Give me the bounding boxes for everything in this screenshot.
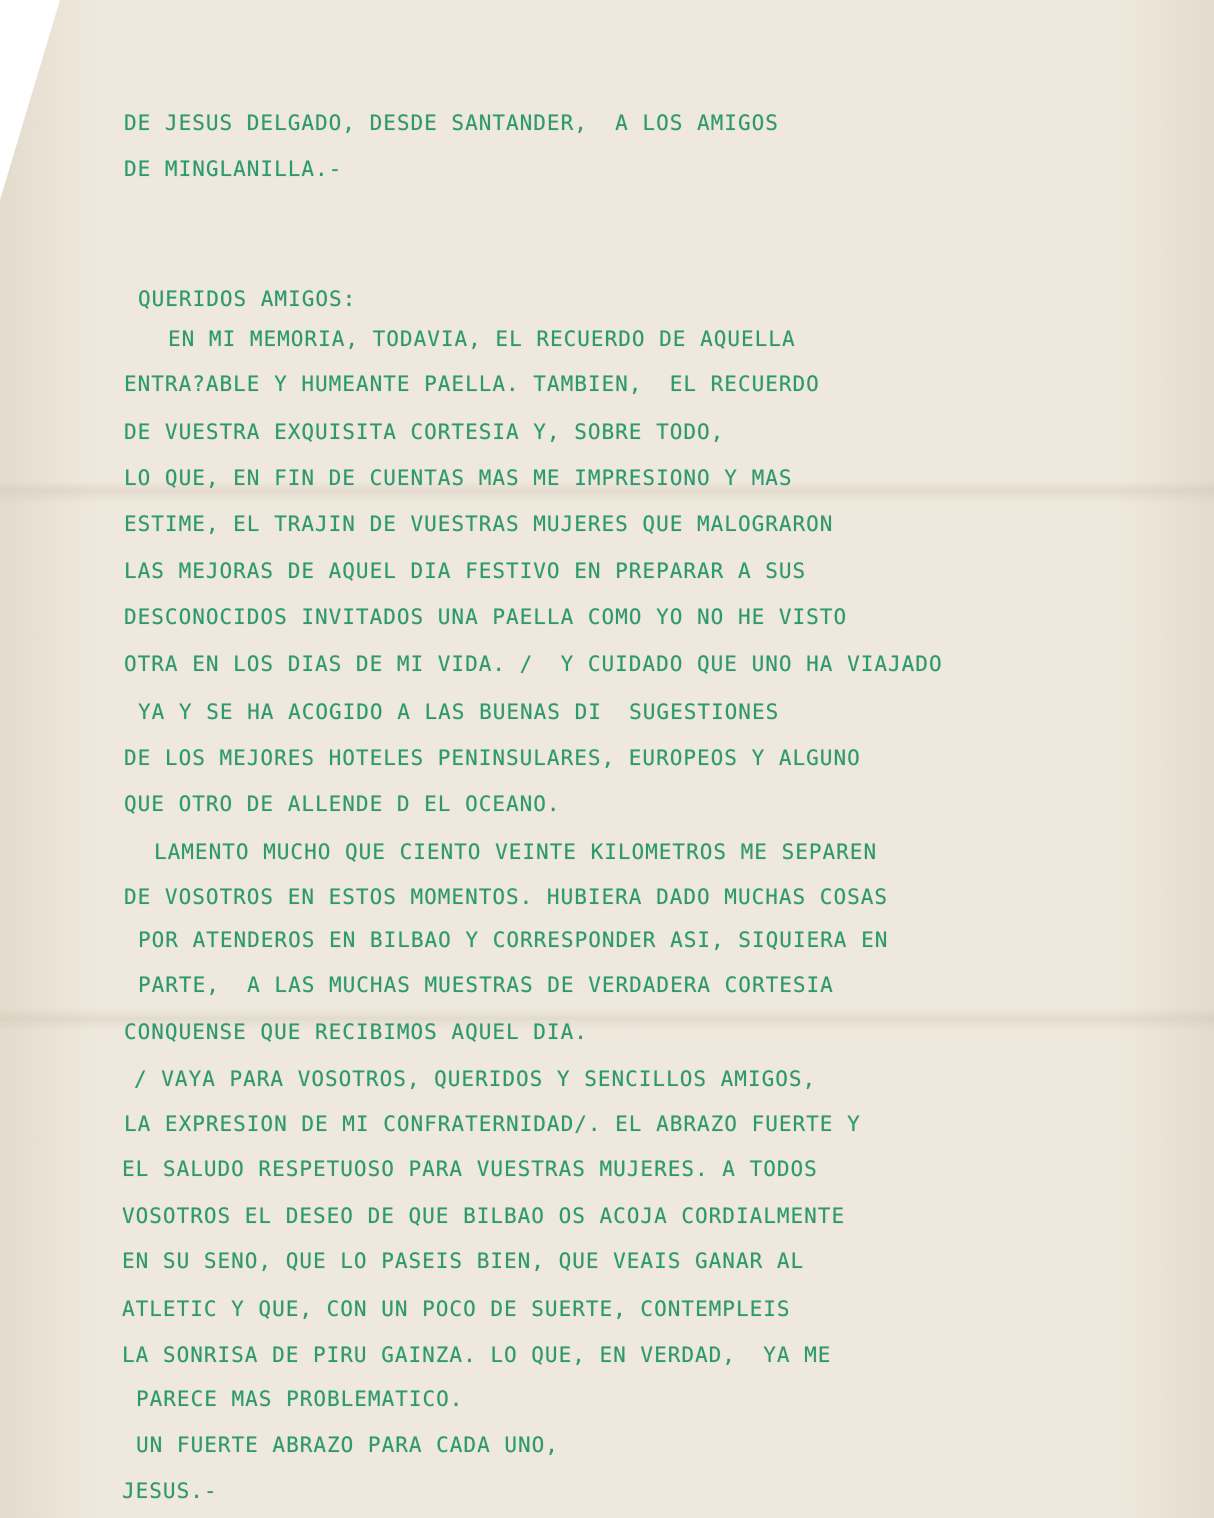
body-line: QUE OTRO DE ALLENDE D EL OCEANO.	[124, 792, 561, 816]
body-line: ENTRA?ABLE Y HUMEANTE PAELLA. TAMBIEN, EL RECUERDO	[124, 372, 820, 396]
body-line: DE VUESTRA EXQUISITA CORTESIA Y, SOBRE TODO,	[124, 420, 725, 444]
heading-line: DE MINGLANILLA.-	[124, 157, 343, 181]
signature: JESUS.-	[122, 1479, 218, 1503]
body-line: DE LOS MEJORES HOTELES PENINSULARES, EUROPEOS Y ALGUNO	[124, 746, 861, 770]
body-line: ESTIME, EL TRAJIN DE VUESTRAS MUJERES QUE MALOGRARON	[124, 512, 834, 536]
body-line: LA EXPRESION DE MI CONFRATERNIDAD/. EL ABRAZO FUERTE Y	[124, 1112, 861, 1136]
body-line: LAS MEJORAS DE AQUEL DIA FESTIVO EN PREPARAR A SUS	[124, 559, 807, 583]
body-line: LO QUE, EN FIN DE CUENTAS MAS ME IMPRESIONO Y MAS	[124, 466, 793, 490]
body-line: DESCONOCIDOS INVITADOS UNA PAELLA COMO YO NO HE VISTO	[124, 605, 848, 629]
body-line: YA Y SE HA ACOGIDO A LAS BUENAS DI SUGESTIONES	[138, 700, 780, 724]
body-line: POR ATENDEROS EN BILBAO Y CORRESPONDER ASI, SIQUIERA EN	[138, 928, 889, 952]
body-line: EN SU SENO, QUE LO PASEIS BIEN, QUE VEAIS GANAR AL	[122, 1249, 805, 1273]
closing: UN FUERTE ABRAZO PARA CADA UNO,	[136, 1433, 559, 1457]
body-line: EL SALUDO RESPETUOSO PARA VUESTRAS MUJERES. A TODOS	[122, 1157, 818, 1181]
body-line: CONQUENSE QUE RECIBIMOS AQUEL DIA.	[124, 1020, 588, 1044]
body-line: LA SONRISA DE PIRU GAINZA. LO QUE, EN VERDAD, YA ME	[122, 1343, 832, 1367]
torn-corner	[0, 0, 60, 200]
body-line: LAMENTO MUCHO QUE CIENTO VEINTE KILOMETROS ME SEPAREN	[154, 840, 878, 864]
body-line: PARTE, A LAS MUCHAS MUESTRAS DE VERDADERA CORTESIA	[138, 973, 834, 997]
body-line: DE VOSOTROS EN ESTOS MOMENTOS. HUBIERA DADO MUCHAS COSAS	[124, 885, 889, 909]
body-line: EN MI MEMORIA, TODAVIA, EL RECUERDO DE AQUELLA	[168, 327, 796, 351]
body-line: ATLETIC Y QUE, CON UN POCO DE SUERTE, CONTEMPLEIS	[122, 1297, 791, 1321]
body-line: PARECE MAS PROBLEMATICO.	[136, 1387, 464, 1411]
heading-line: DE JESUS DELGADO, DESDE SANTANDER, A LOS AMIGOS	[124, 111, 779, 135]
salutation: QUERIDOS AMIGOS:	[138, 287, 357, 311]
body-line: / VAYA PARA VOSOTROS, QUERIDOS Y SENCILLOS AMIGOS,	[134, 1067, 817, 1091]
body-line: VOSOTROS EL DESEO DE QUE BILBAO OS ACOJA CORDIALMENTE	[122, 1204, 846, 1228]
body-line: OTRA EN LOS DIAS DE MI VIDA. / Y CUIDADO QUE UNO HA VIAJADO	[124, 652, 943, 676]
